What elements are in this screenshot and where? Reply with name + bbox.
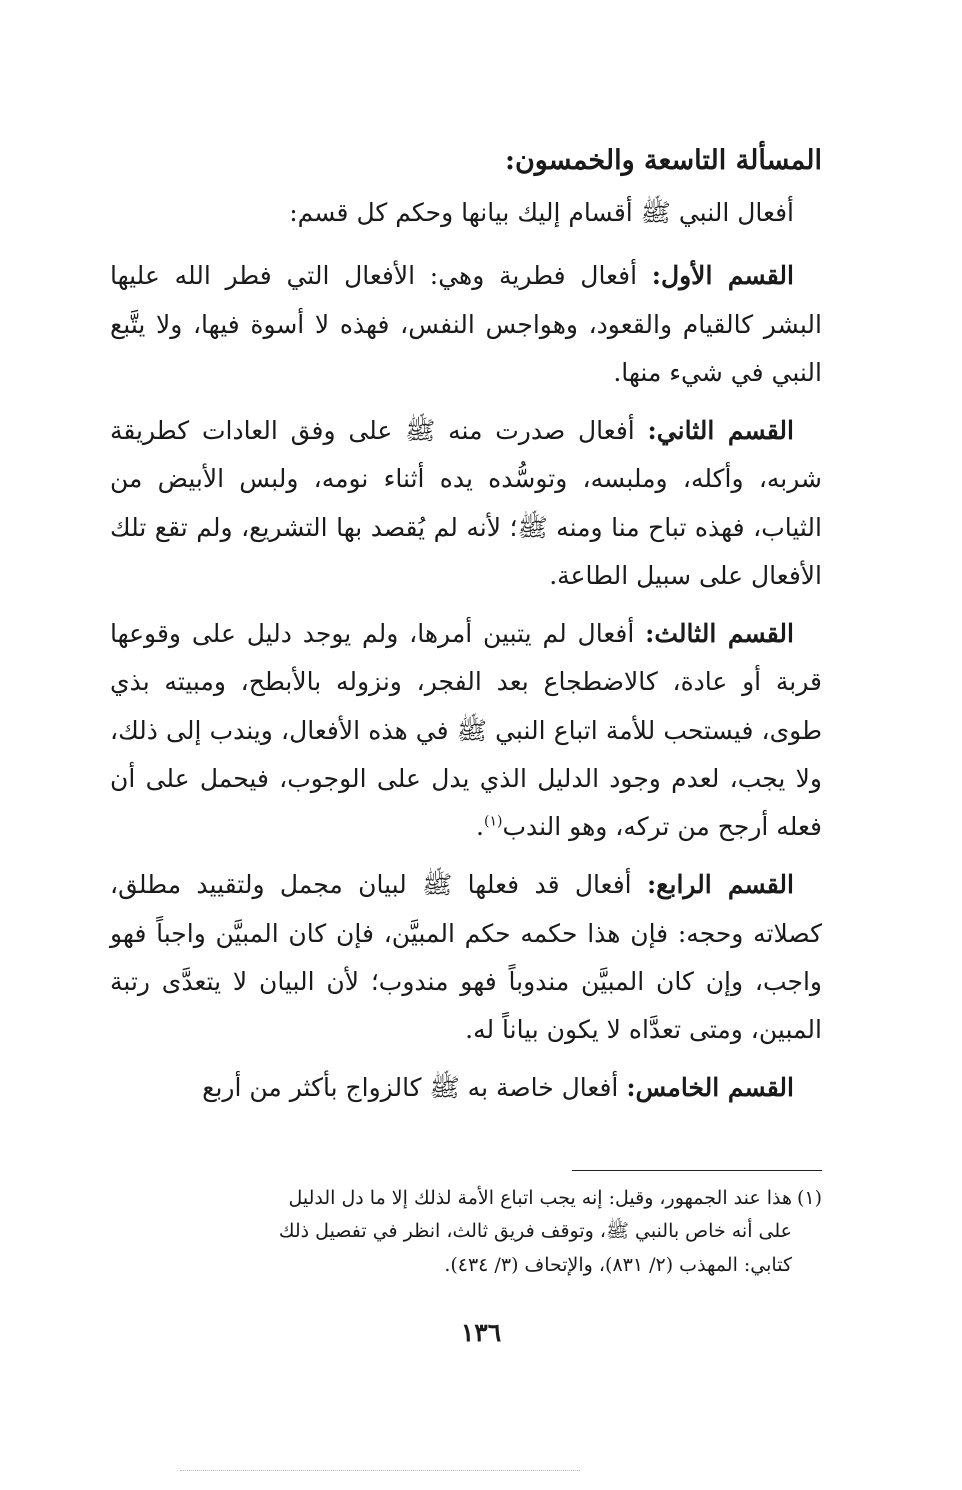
intro-line: أفعال النبي ﷺ أقسام إليك بيانها وحكم كل قسم: — [289, 197, 794, 227]
section-label: القسم الثاني: — [647, 416, 794, 446]
section-label: القسم الخامس: — [626, 1073, 794, 1103]
paragraph-section-1 — [110, 252, 822, 397]
footnote-number: (١) — [796, 1187, 822, 1209]
paragraph-section-2 — [110, 407, 822, 600]
paragraph-section-5 — [110, 1064, 822, 1112]
section-text: أفعال لم يتبين أمرها، ولم يوجد دليل على وقوعها قربة أو عادة، كالاضطجاع بعد الفجر، ونزوله بالأبطح، ومبيته بذي طوى، فيستحب للأمة اتباع النبي ﷺ في هذه الأفعال، ويندب إلى ذلك، ولا يجب، لعدم وجود الدليل الذي يدل على الوجوب، فيحمل على أن فعله أرجح من تركه، وهو الندب — [110, 619, 822, 842]
footnote-text: هذا عند الجمهور، وقيل: إنه يجب اتباع الأمة لذلك إلا ما دل الدليل — [288, 1187, 792, 1209]
footnote-divider — [572, 1170, 822, 1171]
section-label: القسم الأول: — [651, 261, 794, 291]
page-number: ١٣٦ — [460, 1318, 502, 1347]
section-text-tail: . — [476, 812, 484, 842]
page-body — [110, 140, 822, 1123]
paragraph-section-3 — [110, 610, 822, 851]
section-text: أفعال فطرية وهي: الأفعال التي فطر الله عليها البشر كالقيام والقعود، وهواجس النفس، فهذه لا أسوة فيها، ولا يتَّبع النبي في شيء منها. — [110, 261, 822, 387]
section-heading: المسألة التاسعة والخمسون: — [504, 145, 822, 176]
section-text: أفعال قد فعلها ﷺ لبيان مجمل ولتقييد مطلق، كصلاته وحجه: فإن هذا حكمه حكم المبيَّن، فإن كان المبيَّن واجباً فهو واجب، وإن كان المبيَّن مندوباً فهو مندوب؛ لأن البيان لا يتعدَّى رتبة المبين، ومتى تعدَّاه لا يكون بياناً له. — [110, 870, 822, 1045]
scan-artifact-line — [180, 1470, 580, 1471]
footnote-line-3: كتابي: المهذب (٢/ ٨٣١)، والإتحاف (٣/ ٤٣٤). — [444, 1253, 792, 1276]
section-text: أفعال صدرت منه ﷺ على وفق العادات كطريقة شربه، وأكله، وملبسه، وتوسُّده يده أثناء نومه، ولبس الأبيض من الثياب، فهذه تباح منا ومنه ﷺ؛ لأنه لم يُقصد بها التشريع، ولم تقع تلك الأفعال على سبيل الطاعة. — [110, 416, 822, 590]
footnote-line-1 — [110, 1182, 822, 1215]
footnote-line-2: على أنه خاص بالنبي ﷺ، وتوقف فريق ثالث، انظر في تفصيل ذلك — [278, 1220, 792, 1243]
footnote-reference[interactable]: (١) — [484, 813, 503, 830]
footnote — [110, 1182, 822, 1282]
paragraph-section-4 — [110, 861, 822, 1054]
section-label: القسم الرابع: — [646, 870, 794, 900]
section-label: القسم الثالث: — [645, 619, 794, 649]
section-text: أفعال خاصة به ﷺ كالزواج بأكثر من أربع — [202, 1073, 627, 1103]
